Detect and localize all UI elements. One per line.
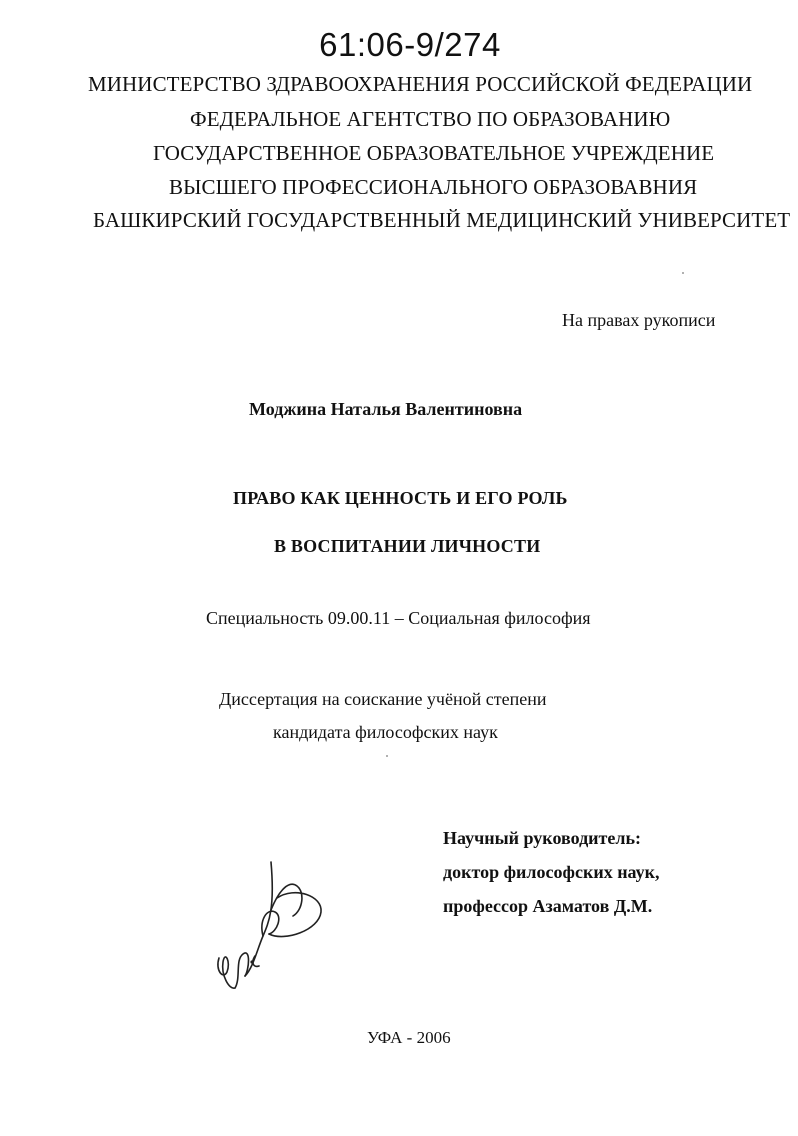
thesis-title-line-1: ПРАВО КАК ЦЕННОСТЬ И ЕГО РОЛЬ [233,488,568,508]
institution-line-3: ГОСУДАРСТВЕННОЕ ОБРАЗОВАТЕЛЬНОЕ УЧРЕЖДЕНИЕ [153,141,715,165]
dissertation-line-2: кандидата философских наук [273,722,498,742]
manuscript-note: На правах рукописи [562,310,716,330]
scan-speck [682,272,684,274]
handwritten-signature-icon [205,850,330,1000]
specialty: Специальность 09.00.11 – Социальная философия [206,608,591,628]
institution-line-1: МИНИСТЕРСТВО ЗДРАВООХРАНЕНИЯ РОССИЙСКОЙ ФЕДЕРАЦИИ [88,72,753,96]
institution-line-2: ФЕДЕРАЛЬНОЕ АГЕНТСТВО ПО ОБРАЗОВАНИЮ [190,107,671,131]
scan-speck [386,755,388,757]
city-year: УФА - 2006 [367,1028,451,1047]
archive-code: 61:06-9/274 [319,26,501,63]
supervisor-degree: доктор философских наук, [443,862,660,882]
institution-line-4: ВЫСШЕГО ПРОФЕССИОНАЛЬНОГО ОБРАЗОВАВНИЯ [169,175,698,199]
thesis-title-line-2: В ВОСПИТАНИИ ЛИЧНОСТИ [274,536,541,556]
supervisor-name: профессор Азаматов Д.М. [443,896,653,916]
institution-line-5: БАШКИРСКИЙ ГОСУДАРСТВЕННЫЙ МЕДИЦИНСКИЙ УНИВЕРСИТЕТ [93,208,791,232]
author-name: Моджина Наталья Валентиновна [249,399,523,419]
supervisor-heading: Научный руководитель: [443,828,641,848]
dissertation-line-1: Диссертация на соискание учёной степени [219,689,547,709]
